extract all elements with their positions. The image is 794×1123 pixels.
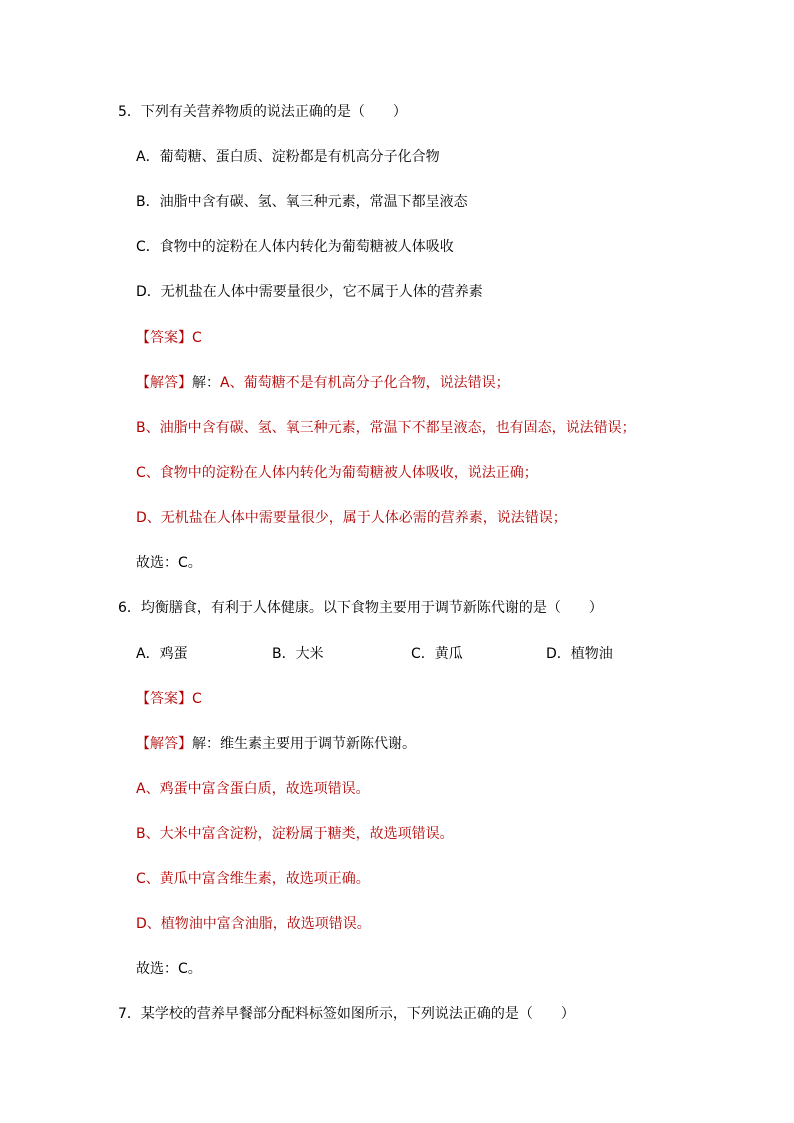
explanation-lead: 解：: [192, 375, 220, 391]
question-6-explanation-a: A、鸡蛋中富含蛋白质，故选项错误。: [136, 781, 370, 797]
question-5-option-a: A．葡萄糖、蛋白质、淀粉都是有机高分子化合物: [136, 149, 440, 165]
answer-tag: 【答案】: [136, 691, 192, 707]
explanation-tag: 【解答】: [136, 736, 192, 752]
question-5-option-b: B．油脂中含有碳、氢、氧三种元素，常温下都呈液态: [136, 194, 468, 210]
answer-tag: 【答案】: [136, 330, 192, 346]
answer-value: C: [192, 330, 202, 346]
explanation-lead: 解：维生素主要用于调节新陈代谢。: [192, 736, 416, 752]
question-5-explanation-lead: [136, 373, 510, 393]
question-6-option-a: A．鸡蛋: [136, 646, 188, 662]
question-5-explanation-b: B、油脂中含有碳、氢、氧三种元素，常温下不都呈液态，也有固态，说法错误；: [136, 420, 636, 436]
question-5-answer: [136, 328, 202, 348]
question-5-explanation-c: C、食物中的淀粉在人体内转化为葡萄糖被人体吸收，说法正确；: [136, 465, 538, 481]
answer-value: C: [192, 691, 202, 707]
question-5-option-d: D．无机盐在人体中需要量很少，它不属于人体的营养素: [136, 284, 483, 300]
question-7-stem: 7．某学校的营养早餐部分配料标签如图所示，下列说法正确的是（ ）: [118, 1006, 575, 1022]
explanation-tag: 【解答】: [136, 375, 192, 391]
explanation-line: A、葡萄糖不是有机高分子化合物，说法错误；: [220, 375, 510, 391]
question-6-answer: [136, 689, 202, 709]
question-5-option-c: C．食物中的淀粉在人体内转化为葡萄糖被人体吸收: [136, 239, 454, 255]
question-6-explanation-c: C、黄瓜中富含维生素，故选项正确。: [136, 871, 370, 887]
question-6-explanation-b: B、大米中富含淀粉，淀粉属于糖类，故选项错误。: [136, 826, 454, 842]
question-6-explanation-lead: [136, 734, 416, 754]
question-5-stem: 5．下列有关营养物质的说法正确的是（ ）: [118, 104, 407, 120]
question-6-option-c: C．黄瓜: [411, 646, 463, 662]
question-6-stem: 6．均衡膳食，有利于人体健康。以下食物主要用于调节新陈代谢的是（ ）: [118, 600, 603, 616]
question-6-conclusion: 故选：C。: [136, 961, 202, 977]
question-6-option-d: D．植物油: [546, 646, 613, 662]
question-5-conclusion: 故选：C。: [136, 555, 202, 571]
question-6-option-b: B．大米: [272, 646, 324, 662]
question-6-explanation-d: D、植物油中富含油脂，故选项错误。: [136, 916, 371, 932]
question-5-explanation-d: D、无机盐在人体中需要量很少，属于人体必需的营养素，说法错误；: [136, 510, 567, 526]
